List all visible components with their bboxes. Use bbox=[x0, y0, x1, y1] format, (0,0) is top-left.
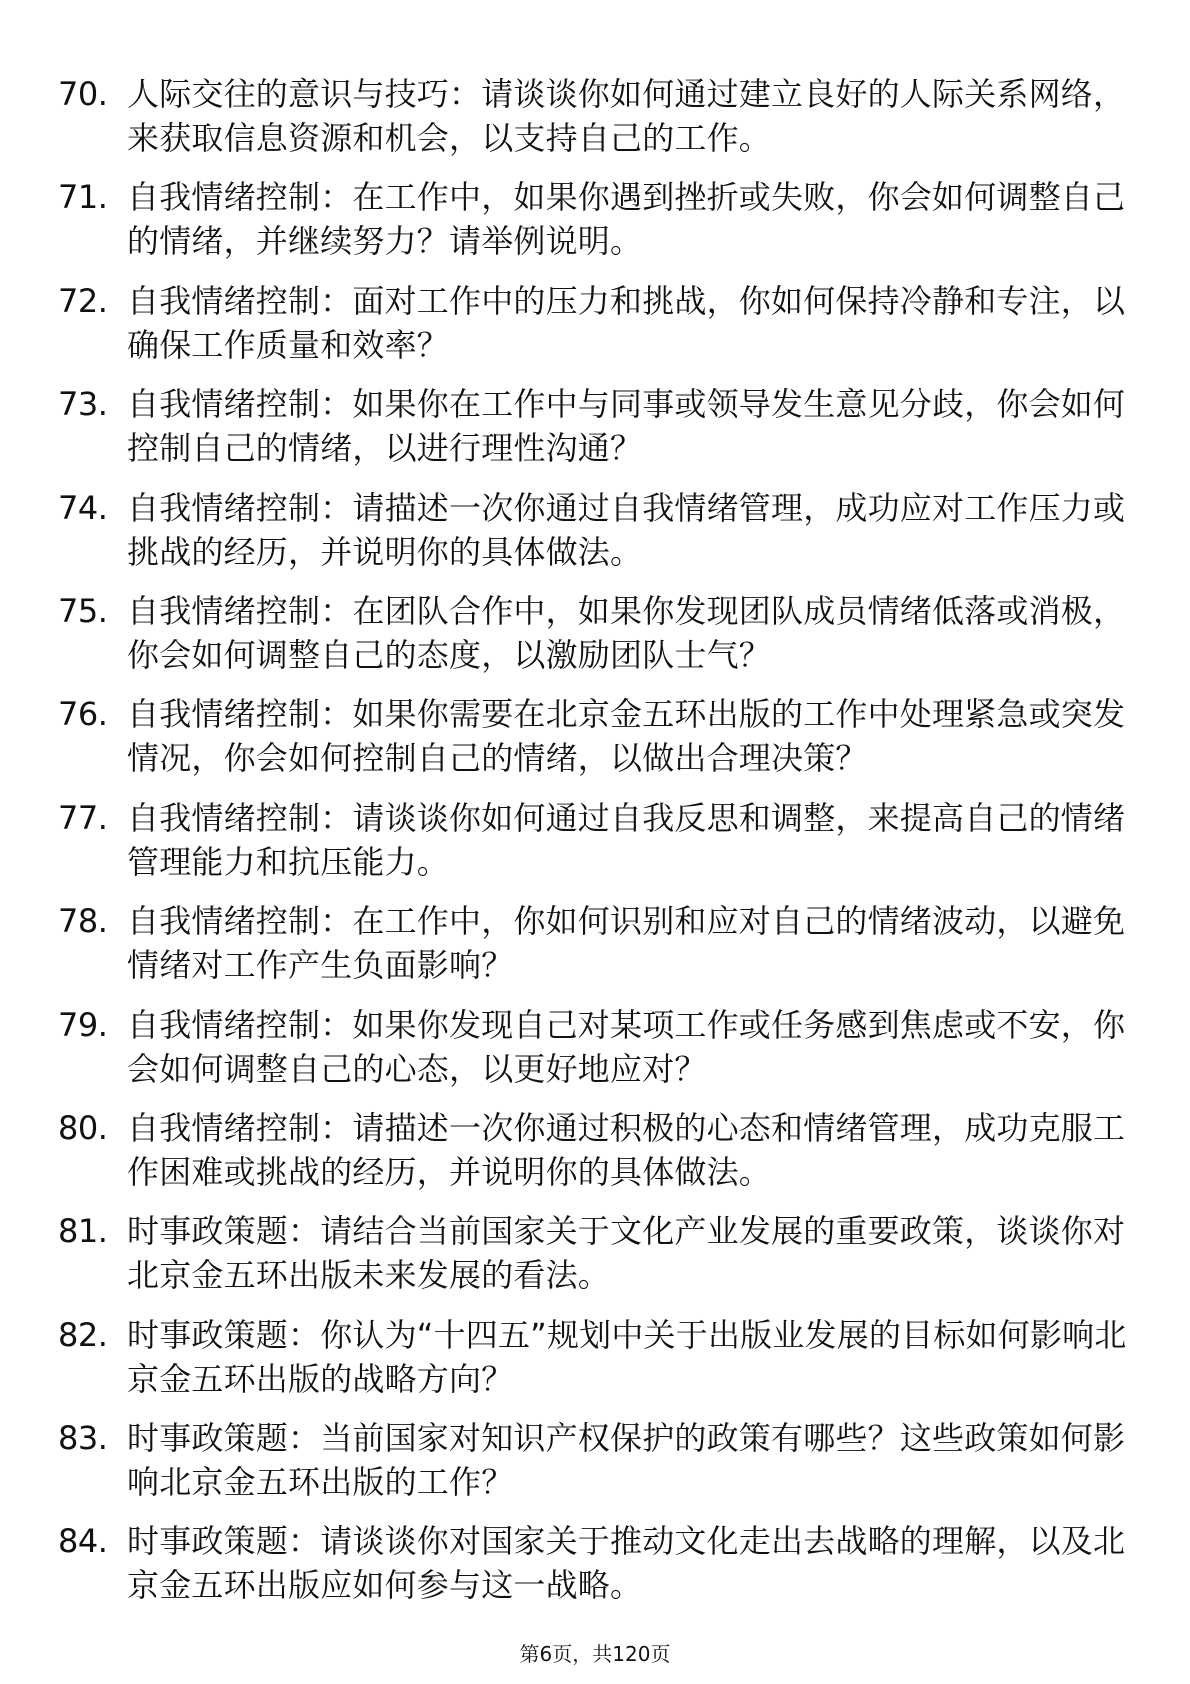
question-text: 自我情绪控制：在工作中，如果你遇到挫折或失败，你会如何调整自己的情绪，并继续努力？请举例说明。 bbox=[127, 178, 1126, 261]
question-text: 自我情绪控制：在团队合作中，如果你发现团队成员情绪低落或消极，你会如何调整自己的态度，以激励团队士气？ bbox=[127, 591, 1126, 674]
question-item bbox=[58, 72, 1128, 175]
question-item bbox=[58, 279, 1128, 382]
question-number: 82. bbox=[58, 1315, 108, 1354]
question-number: 73. bbox=[58, 385, 108, 424]
question-number: 81. bbox=[58, 1212, 108, 1251]
question-text: 人际交往的意识与技巧：请谈谈你如何通过建立良好的人际关系网络，来获取信息资源和机会，以支持自己的工作。 bbox=[127, 75, 1126, 157]
question-text: 自我情绪控制：请谈谈你如何通过自我反思和调整，来提高自己的情绪管理能力和抗压能力。 bbox=[127, 798, 1126, 881]
question-number: 74. bbox=[58, 488, 108, 527]
question-text: 时事政策题：当前国家对知识产权保护的政策有哪些？这些政策如何影响北京金五环出版的工作？ bbox=[127, 1419, 1126, 1502]
question-item bbox=[58, 1416, 1128, 1519]
question-text: 时事政策题：请结合当前国家关于文化产业发展的重要政策，谈谈你对北京金五环出版未来发展的看法。 bbox=[127, 1212, 1126, 1295]
question-list bbox=[58, 72, 1128, 1623]
question-item bbox=[58, 899, 1128, 1002]
question-number: 70. bbox=[58, 75, 108, 113]
question-number: 84. bbox=[58, 1522, 108, 1561]
question-item bbox=[58, 1313, 1128, 1416]
question-text: 自我情绪控制：如果你发现自己对某项工作或任务感到焦虑或不安，你会如何调整自己的心态，以更好地应对？ bbox=[127, 1005, 1126, 1088]
question-number: 71. bbox=[58, 178, 108, 217]
question-number: 72. bbox=[58, 281, 108, 320]
question-text: 时事政策题：你认为“十四五”规划中关于出版业发展的目标如何影响北京金五环出版的战略方向？ bbox=[127, 1315, 1127, 1398]
question-text: 自我情绪控制：如果你需要在北京金五环出版的工作中处理紧急或突发情况，你会如何控制自己的情绪，以做出合理决策？ bbox=[127, 695, 1126, 778]
question-number: 75. bbox=[58, 591, 108, 630]
question-item bbox=[58, 796, 1128, 899]
question-item bbox=[58, 1003, 1128, 1106]
question-text: 时事政策题：请谈谈你对国家关于推动文化走出去战略的理解，以及北京金五环出版应如何参与这一战略。 bbox=[127, 1522, 1126, 1605]
question-number: 77. bbox=[58, 798, 108, 837]
question-item bbox=[58, 1209, 1128, 1312]
question-number: 80. bbox=[58, 1108, 108, 1147]
question-text: 自我情绪控制：请描述一次你通过积极的心态和情绪管理，成功克服工作困难或挑战的经历，并说明你的具体做法。 bbox=[127, 1108, 1126, 1191]
question-item bbox=[58, 486, 1128, 589]
question-number: 76. bbox=[58, 695, 108, 734]
question-item bbox=[58, 589, 1128, 692]
question-number: 78. bbox=[58, 902, 108, 941]
question-item bbox=[58, 692, 1128, 795]
question-item bbox=[58, 1106, 1128, 1209]
question-text: 自我情绪控制：如果你在工作中与同事或领导发生意见分歧，你会如何控制自己的情绪，以进行理性沟通？ bbox=[127, 385, 1126, 468]
question-number: 83. bbox=[58, 1419, 108, 1458]
question-number: 79. bbox=[58, 1005, 108, 1044]
question-text: 自我情绪控制：在工作中，你如何识别和应对自己的情绪波动，以避免情绪对工作产生负面影响？ bbox=[127, 902, 1126, 985]
question-item bbox=[58, 175, 1128, 278]
question-item bbox=[58, 1519, 1128, 1622]
question-item bbox=[58, 382, 1128, 485]
question-text: 自我情绪控制：面对工作中的压力和挑战，你如何保持冷静和专注，以确保工作质量和效率？ bbox=[127, 281, 1126, 364]
page-indicator: 第6页，共120页 bbox=[519, 1642, 671, 1666]
question-text: 自我情绪控制：请描述一次你通过自我情绪管理，成功应对工作压力或挑战的经历，并说明你的具体做法。 bbox=[127, 488, 1126, 571]
